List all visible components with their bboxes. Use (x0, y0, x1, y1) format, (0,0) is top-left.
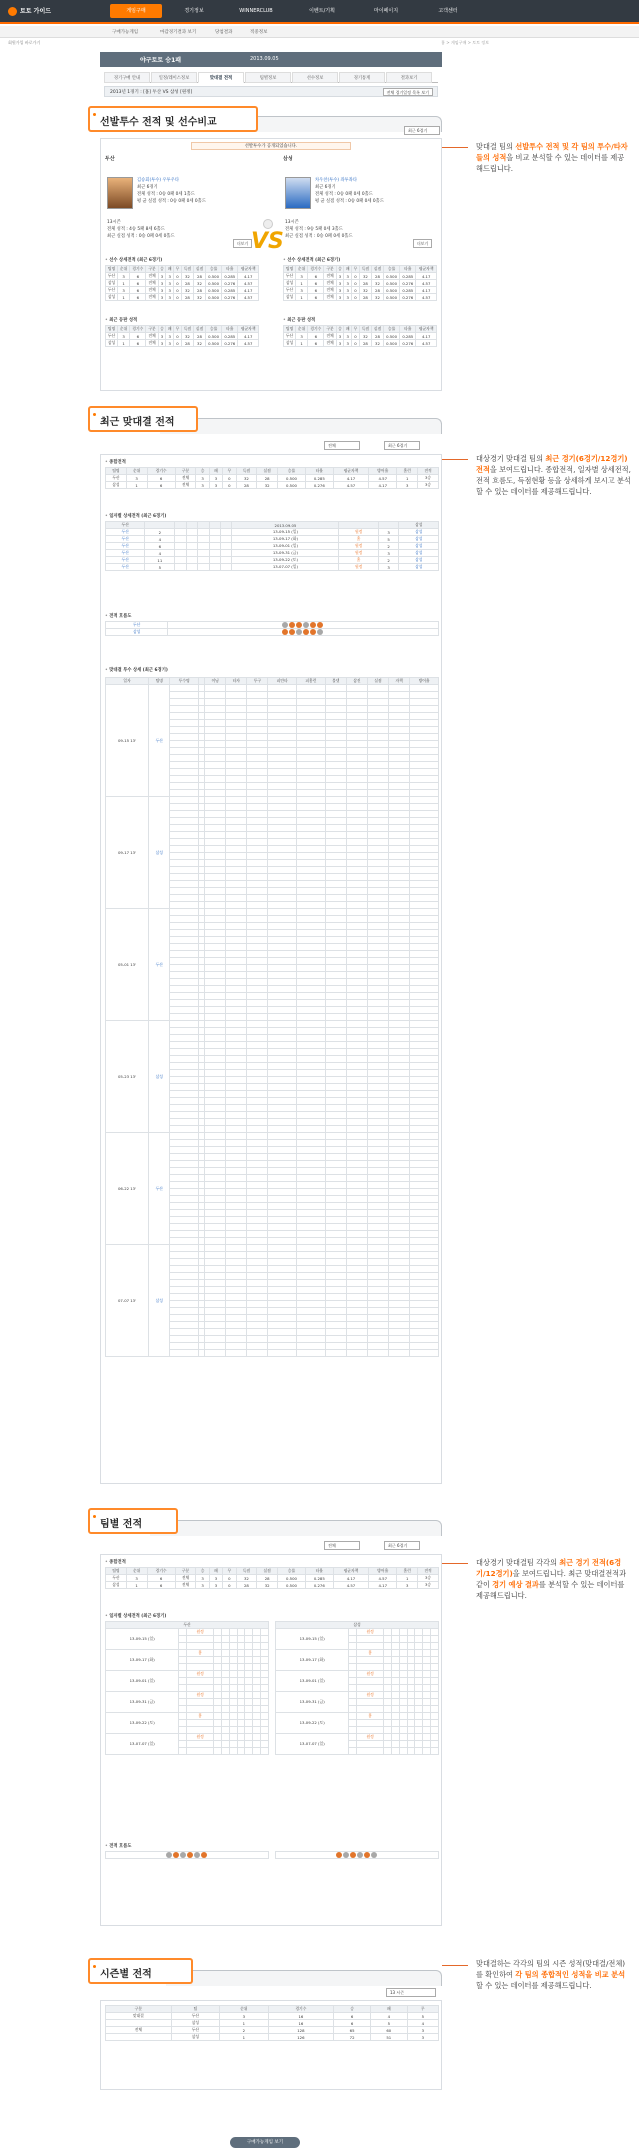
table-header: 순위 (220, 2006, 268, 2013)
table-header: 순위 (126, 1568, 147, 1575)
tab-headtohead[interactable]: 맞대결 전적 (198, 72, 244, 83)
section3-header (88, 1508, 178, 1534)
nav-tab-mypage[interactable]: 마이페이지 (373, 8, 399, 14)
table-header: 경기수 (308, 266, 324, 273)
result-ball-icon (194, 1852, 200, 1858)
table-header: 팀명 (106, 1568, 127, 1575)
tab-schedule[interactable]: 일정/레이스정보 (151, 72, 197, 83)
table-header: 패 (209, 1568, 222, 1575)
table-row: 삼성 1 6 전체 3 3 0 28 32 0.500 0.276 4.57 4.17 3 3승 (106, 1582, 439, 1589)
table-row: 두산 3 6 전체 3 3 0 32 28 0.500 0.285 4.17 (106, 333, 259, 340)
subnav-item[interactable]: 마감경기결과 보기 (160, 30, 197, 35)
table-row: 맞대결 두산 3 16 6 4 5 (106, 2013, 439, 2020)
result-ball-icon (317, 629, 323, 635)
table-row: 삼성 (106, 629, 439, 636)
table-header: 순위 (118, 266, 130, 273)
table-header: 방어율 (369, 468, 397, 475)
season-table (105, 2005, 439, 2041)
table-row: 삼성 1 6 전체 3 3 0 28 32 0.500 0.276 4.57 (284, 294, 437, 301)
table-row: 삼성 1 6 전체 3 3 0 28 32 0.500 0.276 4.57 (284, 340, 437, 347)
table-header: 득점 (359, 326, 371, 333)
table-header: 경기수 (130, 266, 146, 273)
table-header: 무 (352, 326, 360, 333)
table-header: 팀명 (284, 266, 296, 273)
table-header: 평균자책 (416, 326, 437, 333)
result-ball-icon (364, 1852, 370, 1858)
summary-table (105, 467, 439, 489)
result-ball-icon (296, 622, 302, 628)
table-header: 무 (407, 2006, 438, 2013)
table-header: 패 (166, 266, 174, 273)
result-ball-icon (180, 1852, 186, 1858)
left-more-button[interactable]: 더보기 (233, 239, 252, 248)
table-row: 13-07-07 (일) 원정 (276, 1734, 439, 1741)
table-header: 타율 (400, 266, 416, 273)
result-ball-icon (303, 622, 309, 628)
table-row: 13-09-15 (일) 원정 (106, 1629, 269, 1636)
nav-tab-cs[interactable]: 고객센터 (438, 8, 458, 14)
page-date: 2013.09.05 (250, 56, 279, 62)
table-row: 삼성 1 6 전체 3 3 0 28 32 0.500 0.276 4.57 (284, 280, 437, 287)
section1-panel: 선발투수가 공개되었습니다. 두산 삼성 김승회(투수) 우투우타 최근 6경기 전체 성적 : 0승 0패 0세 1홀드 평 균 실점 성적 : 0승 0패 0세 0홀드 차우찬(투수) 좌투좌타 최근 6경기 전체 성적 : 0승 0패 0세 0홀드 평 균 실점 성적 : 0승 0패 0세 0홀드 13시즌 전체 성적 : 4승 5패 8세 6홀드 최근 실점 성적 : 0승 0패 0세 0홀드 13시즌 전체 성적 : 9승 5패 0세 3홀드 최근 실점 성적 : 0승 0패 0세 0홀드 더보기 더보기 VS • 선수 상세전적 (최근 6경기) • 선수 상세전적 (최근 6경기) 팀명 순위 경기수 구분 승 패 무 득점 실점 승률 타율 평균자책 두산 3 6 전체 3 3 0 32 28 0.500 0.285 4.17 삼성 1 6 전체 3 3 0 28 32 0.500 0.276 4.57 두산 3 6 전체 3 3 0 32 28 0.500 0.285 4.17 삼성 1 6 전체 3 3 0 28 32 0.500 0.276 4.57 팀명 순위 경기수 구분 승 패 무 득점 실점 승률 타율 평균자책 두산 3 6 전체 3 3 0 32 28 0.500 0.285 4.17 삼성 1 6 전체 3 3 0 28 32 0.500 0.276 4.57 두산 3 6 전체 3 3 0 32 28 0.500 0.285 4.17 삼성 1 6 전체 3 3 0 28 32 0.500 0.276 4.57 • 최근 등판 성적 • 최근 등판 성적 팀명 순위 경기수 구분 승 패 무 득점 실점 승률 타율 평균자책 두산 3 6 전체 3 3 0 32 28 0.500 0.285 4.17 삼성 1 6 전체 3 3 0 28 32 0.500 0.276 4.57 팀명 순위 경기수 구분 승 패 무 득점 실점 승률 타율 평균자책 두산 3 6 전체 3 3 0 32 28 0.500 0.285 4.17 삼성 1 6 전체 3 3 0 28 32 0.500 0.276 4.57 (100, 138, 442, 391)
table-header: 무 (174, 326, 182, 333)
table-row: 두산 3 6 전체 3 3 0 32 28 0.500 0.285 4.17 (284, 273, 437, 280)
table-header: 승률 (278, 468, 306, 475)
section2-header (88, 406, 198, 432)
table-header: 경기수 (268, 2006, 334, 2013)
table-header: 구분 (324, 266, 336, 273)
table-header: 순위 (118, 326, 130, 333)
table-row: 13-09-17 (화) 홈 (276, 1650, 439, 1657)
table-row: 두산 11 13-09-22 (토) 홈 2 삼성 (106, 557, 439, 564)
table-header: 승 (196, 468, 209, 475)
table-row: 13-09-15 (일) 원정 (276, 1629, 439, 1636)
result-ball-icon (282, 629, 288, 635)
subnav-item[interactable]: 구매가능게임 (112, 30, 139, 35)
table-row: 13-09-31 (금) 원정 (276, 1692, 439, 1699)
table-header: 승률 (206, 266, 222, 273)
left-pitcher-table (105, 265, 259, 301)
right-pitcher-name[interactable]: 차우찬(투수) 좌투좌타 (315, 178, 358, 183)
result-ball-icon (187, 1852, 193, 1858)
table-header: 승 (336, 266, 344, 273)
section3-panel: • 종합전적 팀명 순위 경기수 구분 승 패 무 득점 실점 승률 타율 평균자책 방어율 홈런 전적 두산 3 6 전체 3 3 0 32 28 0.500 0.285 4.17 4.57 1 3승 삼성 1 6 전체 3 3 0 28 32 0.500 0.276 4.57 4.17 3 3승 • 일자별 상세전적 (최근 6경기) 두산 13-09-15 (일) 원정 13-09-17 (화) 홈 13-09-01 (일) 원정 13-09-31 (금) 원정 13-09-22 (토) 홈 13-07-07 (일) 원정 삼성 13-09-15 (일) 원정 13-09-17 (화) 홈 13-09-01 (일) 원정 13-09-31 (금) 원정 13-09-22 (토) 홈 13-07-07 (일) 원정 • 전적 흐름도 (100, 1554, 442, 1926)
section2-title: 최근 맞대결 전적 (100, 417, 175, 428)
table-header: 구분 (146, 266, 158, 273)
table-header: 득점 (236, 468, 257, 475)
page-tabs (104, 72, 438, 83)
callout-4: 맞대결하는 각각의 팀의 시즌 성적(맞대결/전체)를 확인하여 각 팀의 종합적인 성적을 비교 분석 할 수 있는 데이터를 제공해드립니다. (476, 1959, 626, 1990)
tab-result[interactable]: 결과보기 (386, 72, 432, 83)
game-select[interactable]: 2013년 1경기 : [홈] 두산 VS 삼성 [원정] (110, 90, 193, 95)
left-pitcher-photo (107, 177, 133, 209)
table-header: 실점 (371, 266, 383, 273)
table-row: 삼성 1 126 72 51 3 (106, 2034, 439, 2041)
signup-link[interactable]: 회원가입 바로가기 (8, 40, 41, 45)
tab-stats[interactable]: 경기통계 (339, 72, 385, 83)
table-header: 순위 (296, 266, 308, 273)
nav-tab-buy[interactable]: 게임구매 (110, 4, 162, 18)
nav-tab-event[interactable]: 이벤트/기획 (309, 8, 335, 14)
right-more-button[interactable]: 더보기 (413, 239, 432, 248)
page-title-bar (100, 52, 442, 67)
buy-available-button[interactable]: 구매가능게임 보기 (230, 2137, 300, 2148)
table-header: 승률 (384, 266, 400, 273)
breadcrumb: 홈 > 게임구매 > 토토 정보 (441, 40, 489, 45)
table-header: 전적 (418, 1568, 439, 1575)
section1-header (88, 106, 258, 132)
callout-1: 맞대결 팀의 선발투수 전적 및 각 팀의 투수/타자들의 성적을 비교 분석할 수 있는 데이터를 제공해드립니다. (476, 142, 628, 173)
pitcher-notice: 선발투수가 공개되었습니다. (191, 142, 351, 150)
site-logo[interactable]: 토토 가이드 (8, 6, 51, 16)
table-header: 순위 (296, 326, 308, 333)
table-row: 삼성 1 6 전체 3 3 0 28 32 0.500 0.276 4.57 4.17 3 3승 (106, 482, 439, 489)
table-row: 삼성 1 6 전체 3 3 0 28 32 0.500 0.276 4.57 (106, 340, 259, 347)
filter-select[interactable]: 전체 (324, 1541, 360, 1550)
table-row: 두산 2 13-09-15 (일) 원정 3 삼성 (106, 529, 439, 536)
table-row: 13-09-22 (토) 홈 (106, 1713, 269, 1720)
streak-table (105, 621, 439, 636)
table-row: 삼성 1 6 전체 3 3 0 28 32 0.500 0.276 4.57 (106, 280, 259, 287)
table-row: 두산 3 6 전체 3 3 0 32 28 0.500 0.285 4.17 (284, 287, 437, 294)
result-ball-icon (310, 622, 316, 628)
subnav-item[interactable]: 적중정보 (250, 30, 268, 35)
result-ball-icon (289, 629, 295, 635)
table-header: 무 (174, 266, 182, 273)
recent-select[interactable]: 최근 6경기 (404, 126, 440, 135)
left-team-name: 두산 (105, 156, 115, 162)
table-row: 삼성 1 16 6 5 4 (106, 2020, 439, 2027)
table-row: 13-09-01 (일) 원정 (276, 1671, 439, 1678)
table-row: 삼성 1 6 전체 3 3 0 28 32 0.500 0.276 4.57 (106, 294, 259, 301)
table-header: 득점 (181, 266, 193, 273)
table-row: 두산 4 13-09-17 (화) 홈 5 삼성 (106, 536, 439, 543)
table-header: 타율 (305, 1568, 333, 1575)
table-header: 득점 (359, 266, 371, 273)
table-header: 경기수 (130, 326, 146, 333)
table-header: 팀명 (284, 326, 296, 333)
section4-panel (100, 2000, 442, 2090)
table-header: 승 (196, 1568, 209, 1575)
table-header: 패 (166, 326, 174, 333)
callout-2: 대상경기 맞대결 팀의 최근 경기(6경기/12경기) 전적을 보여드립니다. 종합전적, 일자별 상세전적, 전적 흐름도, 득점현황 등을 상세하게 보시고 분석할 수 있는 데이터를 제공해드립니다. (476, 454, 631, 496)
table-header: 구분 (106, 2006, 172, 2013)
table-header: 순위 (126, 468, 147, 475)
table-header: 전적 (418, 468, 439, 475)
table-row: 09-15 13' 두산 (106, 685, 439, 692)
summary-table (105, 1567, 439, 1589)
result-ball-icon (336, 1852, 342, 1858)
table-header: 평균자책 (238, 266, 259, 273)
game-selector (104, 86, 438, 97)
table-header: 경기수 (308, 326, 324, 333)
table-row: 05-23 13' 삼성 (106, 1021, 439, 1028)
table-header: 실점 (193, 266, 205, 273)
table-row: 두산 3 6 전체 3 3 0 32 28 0.500 0.285 4.17 (284, 333, 437, 340)
table-header: 평균자책 (416, 266, 437, 273)
table-header: 득점 (181, 326, 193, 333)
table-header: 팀명 (106, 468, 127, 475)
result-ball-icon (201, 1852, 207, 1858)
table-header: 승률 (278, 1568, 306, 1575)
result-ball-icon (310, 629, 316, 635)
section3-title: 팀별 전적 (100, 1519, 143, 1530)
table-header: 패 (209, 468, 222, 475)
section-rule (166, 1970, 442, 1986)
table-header: 패 (344, 266, 352, 273)
table-header: 경기수 (147, 1568, 175, 1575)
table-header: 실점 (193, 326, 205, 333)
tab-team[interactable]: 팀별정보 (245, 72, 291, 83)
table-header: 무 (352, 266, 360, 273)
table-row: 06-22 13' 두산 (106, 1133, 439, 1140)
table-row (276, 1852, 439, 1859)
tab-player[interactable]: 선수정보 (292, 72, 338, 83)
table-header: 타율 (222, 326, 238, 333)
away-daily-table: 삼성 13-09-15 (일) 원정 13-09-17 (화) 홈 13-09-01 (일) 원정 13-09-31 (금) 원정 13-09-22 (토) 홈 13-07-07 (일) 원정 (275, 1621, 439, 1755)
table-header: 승 (336, 326, 344, 333)
table-header: 무 (223, 468, 236, 475)
right-team-name: 삼성 (283, 156, 293, 162)
table-header: 평균자책 (333, 468, 368, 475)
table-row: 두산 3 6 전체 3 3 0 32 28 0.500 0.285 4.17 (106, 287, 259, 294)
section4-header (88, 1958, 193, 1984)
result-ball-icon (303, 629, 309, 635)
table-row: 두산 3 6 전체 3 3 0 32 28 0.500 0.285 4.17 (106, 273, 259, 280)
table-row: 두산 3 6 전체 3 3 0 32 28 0.500 0.285 4.17 4.57 1 3승 (106, 1575, 439, 1582)
table-header: 득점 (236, 1568, 257, 1575)
baseball-icon (263, 219, 273, 229)
game-list-button[interactable]: 전체 경기일정 목록 보기 (383, 88, 433, 96)
table-row: 두산 (106, 622, 439, 629)
table-header: 타율 (400, 326, 416, 333)
nav-tab-winnerclub[interactable]: WINNERCLUB (239, 8, 273, 14)
right-pitcher-table (283, 265, 437, 301)
result-ball-icon (282, 622, 288, 628)
table-header: 패 (344, 326, 352, 333)
table-header: 구분 (175, 468, 196, 475)
pitcher-detail-table: 일자 팀명 투수명 이닝 타자 투구 피안타 피홈런 볼넷 삼진 실점 자책 방어율 09-15 13' 두산 09-17 13' 삼성 05-01 13' 두산 05-23 13' 삼성 06-22 13' 두산 07-07 13' 삼성 (105, 677, 439, 1357)
table-header: 홈런 (397, 1568, 418, 1575)
table-row: 두산 6 13-09-01 (일) 원정 2 삼성 (106, 543, 439, 550)
right-recent-table (283, 325, 437, 347)
table-row: 13-09-31 (금) 원정 (106, 1692, 269, 1699)
section-rule (150, 1520, 442, 1536)
recent-select[interactable]: 최근 6경기 (384, 1541, 420, 1550)
table-header: 무 (223, 1568, 236, 1575)
table-header: 실점 (371, 326, 383, 333)
result-ball-icon (166, 1852, 172, 1858)
table-header: 팀 (171, 2006, 219, 2013)
table-header: 타율 (305, 468, 333, 475)
table-header: 방어율 (369, 1568, 397, 1575)
home-streak-table (105, 1851, 269, 1859)
away-streak-table (275, 1851, 439, 1859)
nav-tab-info[interactable]: 경기정보 (184, 8, 204, 14)
result-ball-icon (357, 1852, 363, 1858)
table-row: 09-17 13' 삼성 (106, 797, 439, 804)
left-recent-table (105, 325, 259, 347)
result-ball-icon (343, 1852, 349, 1858)
table-header: 승률 (384, 326, 400, 333)
section2-panel: • 종합전적 팀명 순위 경기수 구분 승 패 무 득점 실점 승률 타율 평균자책 방어율 홈런 전적 두산 3 6 전체 3 3 0 32 28 0.500 0.285 4.17 4.57 1 3승 삼성 1 6 전체 3 3 0 28 32 0.500 0.276 4.57 4.17 3 3승 • 일자별 상세전적 (최근 6경기) 두산 2013.09.05 삼성 두산 2 13-09-15 (일) 원정 3 삼성 두산 4 13-09-17 (화) 홈 5 삼성 두산 6 13-09-01 (일) 원정 2 삼성 두산 4 13-09-31 (금) 원정 3 삼성 두산 11 13-09-22 (토) 홈 2 삼성 두산 5 13-07-07 (일) 원정 3 삼성 • 전적 흐름도 두산 삼성 • 맞대결 투수 상세 (최근 6경기) 일자 팀명 투수명 이닝 타자 투구 피안타 피홈런 볼넷 삼진 실점 자책 방어율 09-15 13' 두산 09-17 13' 삼성 05-01 13' 두산 05-23 13' 삼성 06-22 13' 두산 07-07 13' 삼성 (100, 454, 442, 1484)
top-nav (0, 0, 639, 24)
table-header: 구분 (324, 326, 336, 333)
page-title: 야구토토 승1패 (140, 57, 182, 64)
tab-guide[interactable]: 경기구매 안내 (104, 72, 150, 83)
table-row: 13-09-22 (토) 홈 (276, 1713, 439, 1720)
table-header: 홈런 (397, 468, 418, 475)
recent-select[interactable]: 최근 6경기 (384, 441, 420, 450)
table-row: 두산 4 13-09-31 (금) 원정 3 삼성 (106, 550, 439, 557)
table-header: 실점 (257, 468, 278, 475)
season-select[interactable]: 13 시즌 (386, 1988, 436, 1997)
left-pitcher-name[interactable]: 김승회(투수) 우투우타 (137, 178, 180, 183)
table-header: 승률 (206, 326, 222, 333)
table-header: 승 (158, 266, 166, 273)
sub-nav (0, 26, 639, 38)
table-row: 13-07-07 (일) 원정 (106, 1734, 269, 1741)
table-header: 실점 (257, 1568, 278, 1575)
result-ball-icon (371, 1852, 377, 1858)
home-daily-table: 두산 13-09-15 (일) 원정 13-09-17 (화) 홈 13-09-01 (일) 원정 13-09-31 (금) 원정 13-09-22 (토) 홈 13-07-07 (일) 원정 (105, 1621, 269, 1755)
result-ball-icon (296, 629, 302, 635)
result-ball-icon (317, 622, 323, 628)
section1-title: 선발투수 전적 및 선수비교 (100, 117, 217, 128)
table-row: 두산 3 6 전체 3 3 0 32 28 0.500 0.285 4.17 4.57 1 3승 (106, 475, 439, 482)
table-header: 승 (158, 326, 166, 333)
table-row: 13-09-17 (화) 홈 (106, 1650, 269, 1657)
table-row: 전체 두산 2 128 65 60 3 (106, 2027, 439, 2034)
table-header: 패 (370, 2006, 407, 2013)
table-row: 05-01 13' 두산 (106, 909, 439, 916)
table-header: 평균자책 (333, 1568, 368, 1575)
result-ball-icon (173, 1852, 179, 1858)
table-header: 평균자책 (238, 326, 259, 333)
table-header: 팀명 (106, 326, 118, 333)
table-row (106, 1852, 269, 1859)
result-ball-icon (350, 1852, 356, 1858)
callout-3: 대상경기 맞대결팀 각각의 최근 경기 전적(6경기/12경기)을 보여드립니다. 최근 맞대결전적과 같이 경기 예상 결과를 분석할 수 있는 데이터를 제공해드립니다. (476, 1558, 627, 1600)
table-row: 두산 5 13-07-07 (일) 원정 3 삼성 (106, 564, 439, 571)
table-header: 타율 (222, 266, 238, 273)
result-ball-icon (289, 622, 295, 628)
table-header: 승 (334, 2006, 371, 2013)
table-row: 07-07 13' 삼성 (106, 1245, 439, 1252)
table-header: 경기수 (147, 468, 175, 475)
right-pitcher-photo (285, 177, 311, 209)
table-header: 팀명 (106, 266, 118, 273)
table-row: 13-09-01 (일) 원정 (106, 1671, 269, 1678)
subnav-item[interactable]: 당첨결과 (215, 30, 233, 35)
section4-title: 시즌별 전적 (100, 1969, 152, 1980)
table-header: 구분 (146, 326, 158, 333)
daily-table: 두산 2013.09.05 삼성 두산 2 13-09-15 (일) 원정 3 삼성 두산 4 13-09-17 (화) 홈 5 삼성 두산 6 13-09-01 (일) 원정 2 삼성 두산 4 13-09-31 (금) 원정 3 삼성 두산 11 13-09-22 (토) 홈 2 삼성 두산 5 13-07-07 (일) 원정 3 삼성 (105, 521, 439, 571)
filter-select[interactable]: 전체 (324, 441, 360, 450)
table-header: 구분 (175, 1568, 196, 1575)
section-rule (160, 418, 442, 434)
vs-logo: VS (251, 229, 284, 254)
